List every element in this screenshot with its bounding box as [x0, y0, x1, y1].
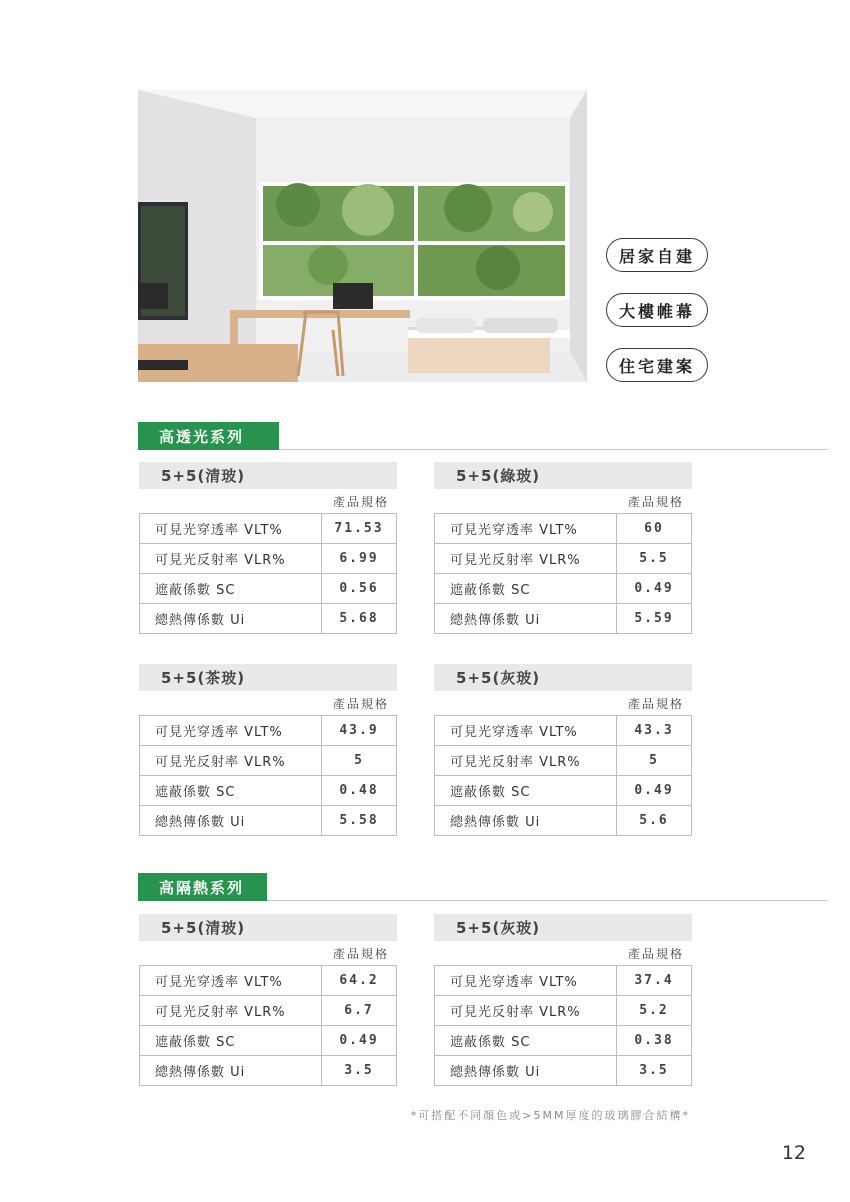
row-label: 遮蔽係數 SC — [435, 776, 617, 806]
product-title: 5+5(綠玻) — [434, 462, 692, 489]
row-label: 可見光穿透率 VLT% — [140, 966, 322, 996]
row-label: 可見光穿透率 VLT% — [140, 716, 322, 746]
series-title: 高透光系列 — [138, 422, 279, 450]
product-block — [139, 462, 397, 634]
row-label: 可見光反射率 VLR% — [435, 996, 617, 1026]
product-block — [434, 914, 692, 1086]
row-label: 遮蔽係數 SC — [140, 574, 322, 604]
spec-table — [434, 965, 692, 1086]
product-title: 5+5(灰玻) — [434, 664, 692, 691]
row-label: 可見光反射率 VLR% — [140, 746, 322, 776]
row-value: 5 — [617, 746, 692, 776]
row-label: 總熱傳係數 Ui — [140, 1056, 322, 1086]
row-value: 0.49 — [617, 574, 692, 604]
row-value: 5.68 — [322, 604, 397, 634]
table-row — [435, 544, 692, 574]
row-value: 6.99 — [322, 544, 397, 574]
product-block — [434, 462, 692, 634]
spec-header: 產品規格 — [627, 946, 684, 961]
series-title: 高隔熱系列 — [138, 873, 267, 901]
product-title: 5+5(清玻) — [139, 462, 397, 489]
table-row — [435, 574, 692, 604]
row-label: 遮蔽係數 SC — [435, 1026, 617, 1056]
row-label: 可見光穿透率 VLT% — [435, 514, 617, 544]
table-row — [435, 806, 692, 836]
product-block — [139, 914, 397, 1086]
tag-residential: 住宅建案 — [606, 348, 708, 382]
row-label: 總熱傳係數 Ui — [435, 604, 617, 634]
row-label: 遮蔽係數 SC — [140, 776, 322, 806]
spec-table — [139, 965, 397, 1086]
spec-header: 產品規格 — [627, 494, 684, 509]
spec-header: 產品規格 — [332, 696, 389, 711]
row-value: 0.49 — [322, 1026, 397, 1056]
row-value: 0.56 — [322, 574, 397, 604]
table-row — [140, 806, 397, 836]
table-row — [435, 966, 692, 996]
table-row — [140, 514, 397, 544]
spec-table — [139, 715, 397, 836]
table-row — [140, 996, 397, 1026]
tag-home-build: 居家自建 — [606, 238, 708, 272]
row-value: 43.9 — [322, 716, 397, 746]
table-row — [140, 776, 397, 806]
row-label: 總熱傳係數 Ui — [140, 604, 322, 634]
row-value: 0.49 — [617, 776, 692, 806]
product-block — [139, 664, 397, 836]
table-row — [435, 1056, 692, 1086]
table-row — [140, 604, 397, 634]
page-number: 12 — [781, 1142, 806, 1164]
footnote: *可搭配不同顏色或>5MM厚度的玻璃膠合結構* — [410, 1109, 690, 1122]
series-divider — [279, 449, 828, 450]
row-value: 60 — [617, 514, 692, 544]
table-row — [435, 716, 692, 746]
row-label: 可見光反射率 VLR% — [140, 544, 322, 574]
row-label: 可見光穿透率 VLT% — [435, 716, 617, 746]
row-value: 3.5 — [617, 1056, 692, 1086]
table-row — [435, 776, 692, 806]
row-value: 5.2 — [617, 996, 692, 1026]
product-title: 5+5(灰玻) — [434, 914, 692, 941]
row-label: 總熱傳係數 Ui — [435, 1056, 617, 1086]
row-label: 可見光反射率 VLR% — [140, 996, 322, 1026]
row-value: 43.3 — [617, 716, 692, 746]
table-row — [140, 1056, 397, 1086]
spec-header: 產品規格 — [627, 696, 684, 711]
table-row — [140, 1026, 397, 1056]
series-divider — [267, 900, 828, 901]
row-value: 3.5 — [322, 1056, 397, 1086]
row-label: 可見光穿透率 VLT% — [140, 514, 322, 544]
table-row — [435, 604, 692, 634]
row-label: 可見光反射率 VLR% — [435, 746, 617, 776]
row-value: 0.48 — [322, 776, 397, 806]
table-row — [435, 746, 692, 776]
room-photo — [138, 90, 587, 382]
row-label: 可見光反射率 VLR% — [435, 544, 617, 574]
row-value: 64.2 — [322, 966, 397, 996]
table-row — [140, 746, 397, 776]
table-row — [435, 1026, 692, 1056]
product-block — [434, 664, 692, 836]
row-label: 總熱傳係數 Ui — [140, 806, 322, 836]
spec-header: 產品規格 — [332, 494, 389, 509]
table-row — [140, 574, 397, 604]
row-value: 71.53 — [322, 514, 397, 544]
row-value: 5.59 — [617, 604, 692, 634]
spec-table — [434, 715, 692, 836]
row-label: 總熱傳係數 Ui — [435, 806, 617, 836]
row-value: 0.38 — [617, 1026, 692, 1056]
row-value: 37.4 — [617, 966, 692, 996]
tag-curtain-wall: 大樓帷幕 — [606, 293, 708, 327]
table-row — [140, 544, 397, 574]
table-row — [140, 966, 397, 996]
row-value: 5.5 — [617, 544, 692, 574]
row-value: 5 — [322, 746, 397, 776]
product-title: 5+5(茶玻) — [139, 664, 397, 691]
row-label: 遮蔽係數 SC — [435, 574, 617, 604]
table-row — [140, 716, 397, 746]
row-label: 遮蔽係數 SC — [140, 1026, 322, 1056]
table-row — [435, 996, 692, 1026]
spec-header: 產品規格 — [332, 946, 389, 961]
spec-table — [434, 513, 692, 634]
row-value: 5.6 — [617, 806, 692, 836]
product-title: 5+5(清玻) — [139, 914, 397, 941]
spec-table — [139, 513, 397, 634]
row-value: 5.58 — [322, 806, 397, 836]
row-value: 6.7 — [322, 996, 397, 1026]
row-label: 可見光穿透率 VLT% — [435, 966, 617, 996]
table-row — [435, 514, 692, 544]
